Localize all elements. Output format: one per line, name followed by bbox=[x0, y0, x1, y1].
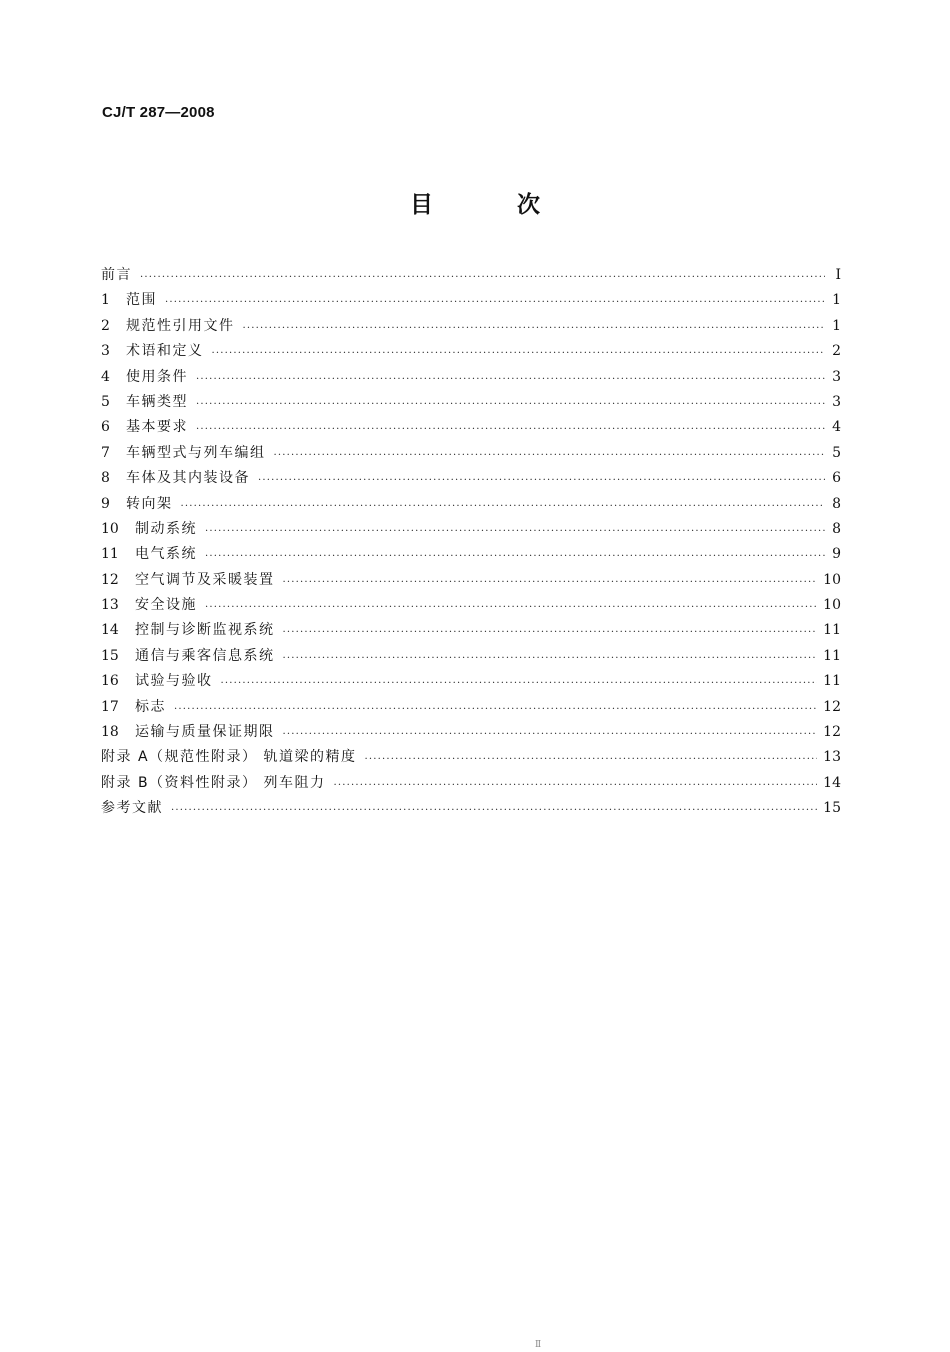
dot-leader bbox=[205, 541, 825, 566]
toc-entry-number: 1 bbox=[101, 292, 110, 309]
dot-leader bbox=[196, 364, 825, 389]
toc-entry-number: 14 bbox=[101, 622, 119, 639]
toc-entry-number: 3 bbox=[101, 343, 110, 360]
toc-entry-number: 16 bbox=[101, 673, 119, 690]
toc-entry-number: 12 bbox=[101, 571, 119, 588]
toc-entry-title: 附录 B（资料性附录） 列车阻力 bbox=[101, 774, 326, 791]
toc-entry-number: 10 bbox=[101, 520, 119, 537]
toc-entry-page: 13 bbox=[823, 749, 841, 766]
dot-leader bbox=[283, 643, 818, 668]
toc-entry-number: 7 bbox=[101, 444, 110, 461]
toc-entry-page: 14 bbox=[823, 774, 841, 791]
toc-entry-title: 车体及其内装设备 bbox=[126, 470, 250, 487]
toc-entry-1[interactable] bbox=[101, 288, 841, 313]
toc-entry-title: 制动系统 bbox=[135, 520, 197, 537]
toc-entry-7[interactable] bbox=[101, 441, 841, 466]
dot-leader bbox=[181, 491, 826, 516]
toc-entry-title: 电气系统 bbox=[135, 546, 197, 563]
toc-entry-number: 6 bbox=[101, 419, 110, 436]
toc-entry-page: 10 bbox=[823, 571, 841, 588]
toc-entry-title: 车辆型式与列车编组 bbox=[126, 444, 266, 461]
toc-entry-title: 标志 bbox=[135, 698, 166, 715]
toc-entry-page: 12 bbox=[823, 724, 841, 741]
toc-entry-page: 8 bbox=[832, 520, 841, 537]
toc-entry-title: 空气调节及采暖装置 bbox=[135, 571, 275, 588]
dot-leader bbox=[205, 516, 825, 541]
toc-entry-page: 4 bbox=[832, 419, 841, 436]
dot-leader bbox=[140, 262, 825, 287]
toc-entry-4[interactable] bbox=[101, 365, 841, 390]
toc-entry-17[interactable] bbox=[101, 695, 841, 720]
toc-entry-appendix-b[interactable] bbox=[101, 771, 841, 796]
page-footer-mark: Ⅱ bbox=[535, 1340, 546, 1350]
toc-entry-title: 范围 bbox=[126, 292, 157, 309]
toc-entry-page: 3 bbox=[832, 368, 841, 385]
toc-entry-3[interactable] bbox=[101, 339, 841, 364]
toc-entry-5[interactable] bbox=[101, 390, 841, 415]
toc-entry-page: 12 bbox=[823, 698, 841, 715]
toc-entry-16[interactable] bbox=[101, 669, 841, 694]
toc-entry-title: 车辆类型 bbox=[126, 393, 188, 410]
dot-leader bbox=[334, 770, 818, 795]
toc-entry-title: 试验与验收 bbox=[135, 673, 213, 690]
dot-leader bbox=[196, 389, 825, 414]
dot-leader bbox=[258, 465, 825, 490]
toc-entry-title: 规范性引用文件 bbox=[126, 317, 235, 334]
dot-leader bbox=[221, 668, 818, 693]
dot-leader bbox=[196, 414, 825, 439]
toc-entry-title: 通信与乘客信息系统 bbox=[135, 647, 275, 664]
toc-entry-number: 18 bbox=[101, 724, 119, 741]
toc-entry-title: 使用条件 bbox=[126, 368, 188, 385]
standard-code: CJ/T 287—2008 bbox=[102, 104, 215, 121]
toc-entry-title: 基本要求 bbox=[126, 419, 188, 436]
dot-leader bbox=[283, 719, 818, 744]
toc-entry-title: 前言 bbox=[101, 267, 132, 283]
toc-entry-number: 13 bbox=[101, 597, 119, 614]
dot-leader bbox=[174, 694, 817, 719]
toc-entry-12[interactable] bbox=[101, 568, 841, 593]
dot-leader bbox=[205, 592, 817, 617]
toc-entry-9[interactable] bbox=[101, 492, 841, 517]
toc-entry-page: 1 bbox=[832, 317, 841, 334]
dot-leader bbox=[165, 287, 825, 312]
toc-entry-title: 运输与质量保证期限 bbox=[135, 724, 275, 741]
toc-entry-page: 15 bbox=[823, 800, 841, 817]
toc-entry-title: 术语和定义 bbox=[126, 343, 204, 360]
toc-title: 目 次 bbox=[409, 192, 578, 218]
toc-entry-number: 4 bbox=[101, 368, 110, 385]
toc-entry-page: I bbox=[835, 267, 841, 283]
toc-entry-page: 1 bbox=[832, 292, 841, 309]
toc-entry-6[interactable] bbox=[101, 415, 841, 440]
toc-entry-number: 15 bbox=[101, 647, 119, 664]
toc-entry-references[interactable] bbox=[101, 796, 841, 821]
toc-entry-number: 11 bbox=[101, 546, 119, 563]
dot-leader bbox=[283, 617, 818, 642]
toc-entry-number: 5 bbox=[101, 393, 110, 410]
toc-entry-page: 11 bbox=[823, 622, 841, 639]
dot-leader bbox=[274, 440, 826, 465]
dot-leader bbox=[364, 744, 817, 769]
dot-leader bbox=[171, 795, 817, 820]
toc-entry-appendix-a[interactable] bbox=[101, 745, 841, 770]
toc-entry-15[interactable] bbox=[101, 644, 841, 669]
toc-entry-title: 安全设施 bbox=[135, 597, 197, 614]
toc-entry-foreword[interactable] bbox=[101, 263, 841, 288]
toc-entry-number: 8 bbox=[101, 470, 110, 487]
toc-entry-title: 附录 A（规范性附录） 轨道梁的精度 bbox=[101, 749, 357, 766]
toc-entry-page: 11 bbox=[823, 647, 841, 664]
toc-entry-page: 10 bbox=[823, 597, 841, 614]
toc-entry-page: 2 bbox=[832, 343, 841, 360]
toc-entry-page: 8 bbox=[832, 495, 841, 512]
toc-entry-title: 转向架 bbox=[126, 495, 173, 512]
dot-leader bbox=[212, 338, 826, 363]
toc-entry-title: 控制与诊断监视系统 bbox=[135, 622, 275, 639]
toc-entry-page: 6 bbox=[832, 470, 841, 487]
toc-entry-number: 17 bbox=[101, 698, 119, 715]
toc-entry-number: 9 bbox=[101, 495, 110, 512]
toc-entry-page: 3 bbox=[832, 393, 841, 410]
toc-entry-14[interactable] bbox=[101, 618, 841, 643]
toc-entry-page: 9 bbox=[832, 546, 841, 563]
toc-list bbox=[101, 263, 841, 822]
toc-entry-11[interactable] bbox=[101, 542, 841, 567]
toc-entry-18[interactable] bbox=[101, 720, 841, 745]
toc-entry-number: 2 bbox=[101, 317, 110, 334]
toc-entry-title: 参考文献 bbox=[101, 800, 163, 817]
toc-entry-13[interactable] bbox=[101, 593, 841, 618]
toc-entry-2[interactable] bbox=[101, 314, 841, 339]
dot-leader bbox=[283, 567, 818, 592]
toc-entry-page: 5 bbox=[832, 444, 841, 461]
toc-entry-10[interactable] bbox=[101, 517, 841, 542]
dot-leader bbox=[243, 313, 826, 338]
toc-entry-page: 11 bbox=[823, 673, 841, 690]
toc-entry-8[interactable] bbox=[101, 466, 841, 491]
